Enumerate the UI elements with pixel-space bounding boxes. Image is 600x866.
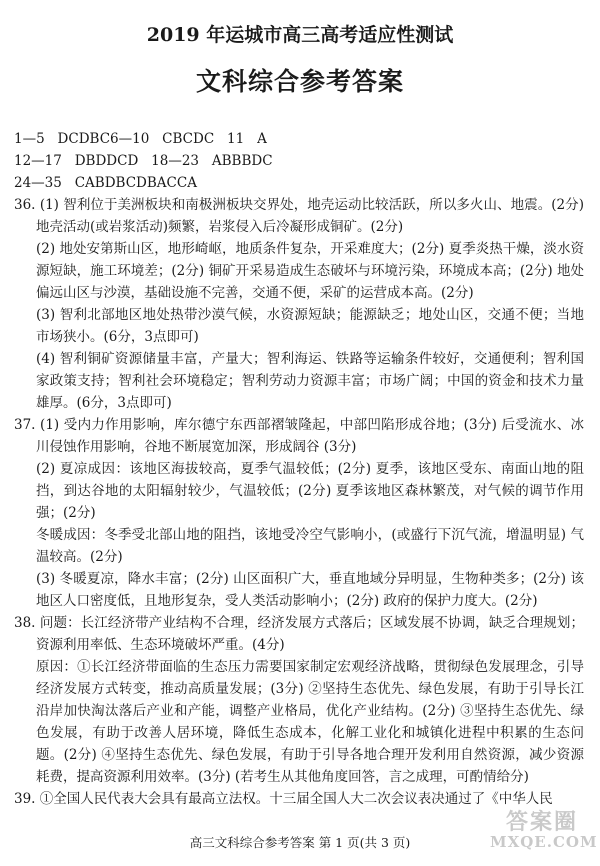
q36-part-3: (3) 智利北部地区地处热带沙漠气候，水资源短缺；能源缺乏；地处山区，交通不便；当地市场狭小。(6分，3点即可) — [36, 307, 584, 345]
q36-part-1: 36. (1) 智利位于美洲板块和南极洲板块交界处，地壳运动比较活跃，所以多火山、地震。(2分) 地壳活动(或岩浆活动)频繁，岩浆侵入后冷凝形成铜矿。(2分) — [14, 197, 584, 235]
q37-winter-warm: 冬暖成因：冬季受北部山地的阻挡，该地受冷空气影响小，(或盛行下沉气流，增温明显) 气温较高。(2分) — [36, 527, 584, 565]
answer-key-title: 文科综合参考答案 — [195, 67, 404, 96]
watermark-url: MXQE.COM — [490, 833, 598, 852]
answer-content — [14, 128, 584, 810]
q37-part-3: (3) 冬暖夏凉，降水丰富；(2分) 山区面积广大，垂直地域分异明显，生物种类多；(2分) 该地区人口密度低，且地形复杂，受人类活动影响小；(2分) 政府的保护力度大。(2分) — [36, 571, 584, 609]
multiple-choice-answers-row-2: 12—17 DBDDCD 18—23 ABBBDC — [14, 153, 273, 169]
site-watermark — [490, 809, 598, 860]
q36-part-4: (4) 智利铜矿资源储量丰富，产量大；智利海运、铁路等运输条件较好，交通便利；智利国家政策支持；智利社会环境稳定；智利劳动力资源丰富；市场广阔；中国的资金和技术力量雄厚。(6分，3点即可) — [36, 351, 584, 411]
exam-title: 2019 年运城市高三高考适应性测试 — [146, 24, 454, 46]
q37-part-1: 37. (1) 受内力作用影响，库尔德宁东西部褶皱隆起，中部凹陷形成谷地；(3分) 后受流水、冰川侵蚀作用影响，谷地不断展宽加深，形成阔谷 (3分) — [14, 417, 584, 455]
q37-part-2: (2) 夏凉成因：该地区海拔较高，夏季气温较低；(2分) 夏季，该地区受东、南面山地的阻挡，到达谷地的太阳辐射较少，气温较低；(2分) 夏季该地区森林繁茂，对气候的调节作用强；(2分) — [36, 461, 584, 521]
multiple-choice-answers-row-3: 24—35 CABDBCDBACCA — [14, 175, 197, 191]
q36-part-2: (2) 地处安第斯山区，地形崎岖，地质条件复杂，开采难度大；(2分) 夏季炎热干燥，淡水资源短缺，施工环境差；(2分) 铜矿开采易造成生态破坏与环境污染，环境成本高；(2分) 地处偏远山区与沙漠，基础设施不完善，交通不便，采矿的运营成本高。(2分) — [36, 241, 584, 301]
q38-problems: 38. 问题：长江经济带产业结构不合理，经济发展方式落后；区域发展不协调，缺乏合理规划；资源利用率低、生态环境破坏严重。(4分) — [14, 615, 584, 653]
q38-reasons: 原因：①长江经济带面临的生态压力需要国家制定宏观经济战略，贯彻绿色发展理念，引导经济发展方式转变，推动高质量发展；(3分) ②坚持生态优先、绿色发展，有助于引导长江沿岸加快淘汰落后产业和产能，调整产业格局，优化产业结构。(2分) ③坚持生态优先、绿色发展，有助于改善人居环境，降低生态成本，化解工业化和城镇化进程中积累的生态问题。(2分) ④坚持生态优先、绿色发展，有助于引导各地合理开发利用自然资源，减少资源耗费，提高资源利用效率。(3分) (若考生从其他角度回答，言之成理，可酌情给分) — [36, 659, 584, 785]
watermark-logo-text: 答案圈 — [505, 809, 578, 835]
page-footer: 高三文科综合参考答案 第 1 页(共 3 页) — [189, 835, 411, 850]
multiple-choice-answers-row-1: 1—5 DCDBC6—10 CBCDC 11 A — [14, 131, 267, 147]
q39-part-1: 39. ①全国人民代表大会具有最高立法权。十三届全国人大二次会议表决通过了《中华人民 — [14, 791, 553, 807]
